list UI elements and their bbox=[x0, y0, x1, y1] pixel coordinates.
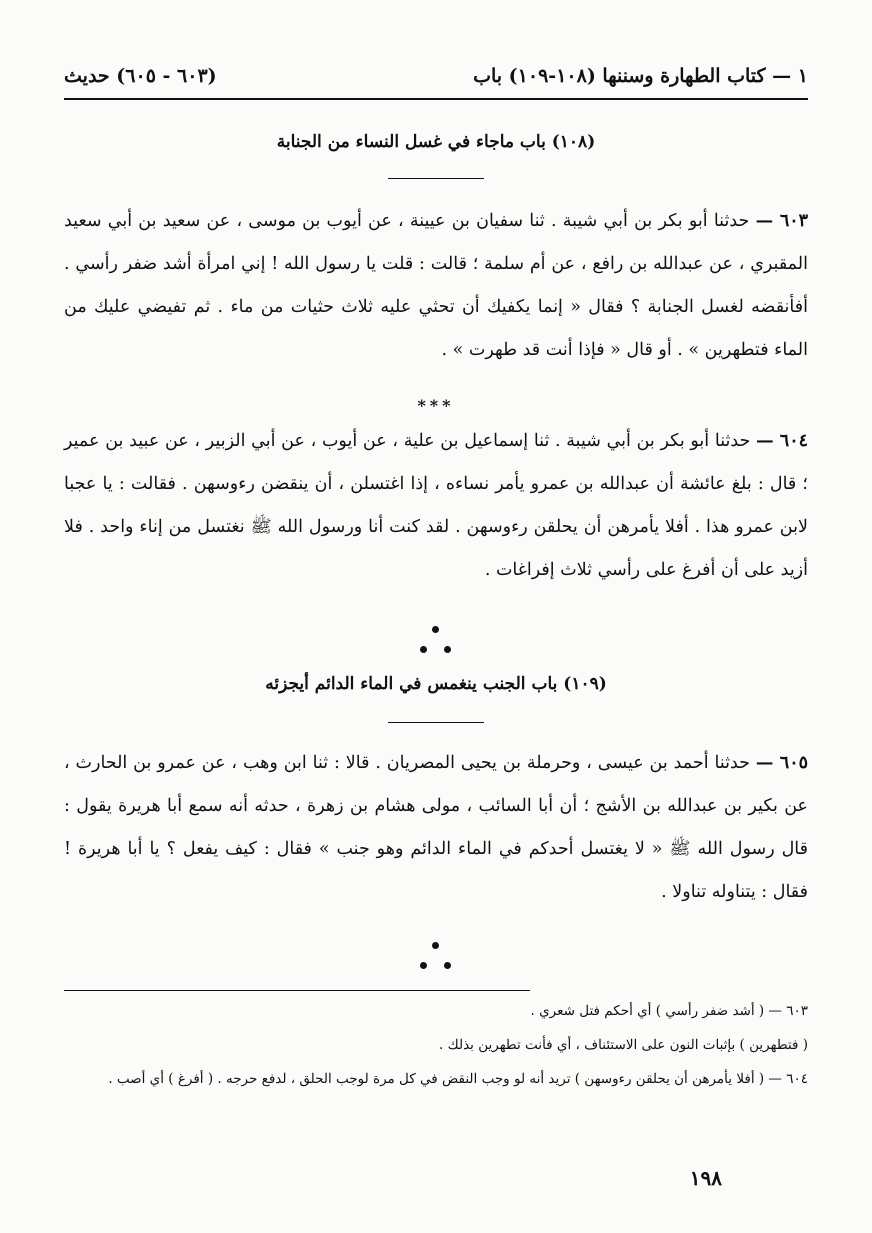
hadith-number: ٦٠٤ — bbox=[756, 431, 808, 451]
footnote: ٦٠٤ — ( أفلا يأمرهن أن يحلقن رءوسهن ) تريد أنه لو وجب النقض في كل مرة لوجب الحلق ، لدفع حرجه . ( أفرغ ) أي أصب . bbox=[108, 1071, 808, 1087]
hadith-text: حدثنا أبو بكر بن أبي شيبة . ثنا سفيان بن عيينة ، عن أيوب بن موسى ، عن سعيد بن أبي سعيد المقبري ، عن عبدالله بن رافع ، عن أم سلمة ؛ قالت : قلت يا رسول الله ! إني امرأة أشد ضفر رأسي . أفأنقضه لغسل الجنابة ؟ فقال « إنما يكفيك أن تحثي عليه ثلاث حثيات من ماء . ثم تفيضي عليك من الماء فتطهرين » . أو قال « فإذا أنت قد طهرت » . bbox=[64, 211, 808, 360]
hadith-text: حدثنا أحمد بن عيسى ، وحرملة بن يحيى المصريان . قالا : ثنا ابن وهب ، عن عمرو بن الحارث ، عن بكير بن عبدالله بن الأشج ؛ أن أبا السائب ، مولى هشام بن زهرة ، حدثه أنه سمع أبا هريرة يقول : قال رسول الله ﷺ « لا يغتسل أحدكم في الماء الدائم وهو جنب » فقال : كيف يفعل ؟ يا أبا هريرة ! فقال : يتناوله تناولا . bbox=[64, 753, 808, 902]
hadith-number: ٦٠٥ — bbox=[755, 753, 808, 773]
section-rule bbox=[388, 722, 484, 723]
section-title: (١٠٩) باب الجنب ينغمس في الماء الدائم أيجزئه bbox=[265, 674, 607, 694]
page-number: ١٩٨ bbox=[689, 1166, 722, 1190]
header-rule bbox=[64, 98, 808, 100]
hadith-range: (٦٠٣ - ٦٠٥) حديث bbox=[64, 65, 217, 87]
hadith-number: ٦٠٣ — bbox=[755, 211, 809, 231]
section-rule bbox=[388, 178, 484, 179]
hadith-paragraph bbox=[64, 420, 808, 592]
footnote: ٦٠٣ — ( أشد ضفر رأسي ) أي أحكم فتل شعري . bbox=[530, 1003, 808, 1019]
hadith-paragraph bbox=[64, 742, 808, 914]
hadith-paragraph bbox=[64, 200, 808, 372]
chapter-title: ١ — كتاب الطهارة وسننها (١٠٨-١٠٩) باب bbox=[473, 65, 808, 87]
running-header bbox=[64, 58, 808, 94]
section-title: (١٠٨) باب ماجاء في غسل النساء من الجنابة bbox=[276, 132, 596, 152]
hadith-text: حدثنا أبو بكر بن أبي شيبة . ثنا إسماعيل بن علية ، عن أيوب ، عن أبي الزبير ، عن عبيد بن عمير ؛ قال : بلغ عائشة أن عبدالله بن عمرو يأمر نساءه ، إذا اغتسلن ، أن ينقضن رءوسهن . فقالت : يا عجبا لابن عمرو هذا . أفلا يأمرهن أن يحلقن رءوسهن . لقد كنت أنا ورسول الله ﷺ نغتسل من إناء واحد . فلا أزيد على أن أفرغ على رأسي ثلاث إفراغات . bbox=[64, 431, 808, 580]
footnote-rule bbox=[64, 990, 530, 991]
ornament-dots bbox=[410, 940, 462, 980]
footnote: ( فتطهرين ) بإثبات النون على الاستئناف ، أي فأنت تطهرين بذلك . bbox=[439, 1037, 808, 1053]
separator-stars: *** bbox=[417, 396, 455, 415]
ornament-dots bbox=[410, 624, 462, 664]
